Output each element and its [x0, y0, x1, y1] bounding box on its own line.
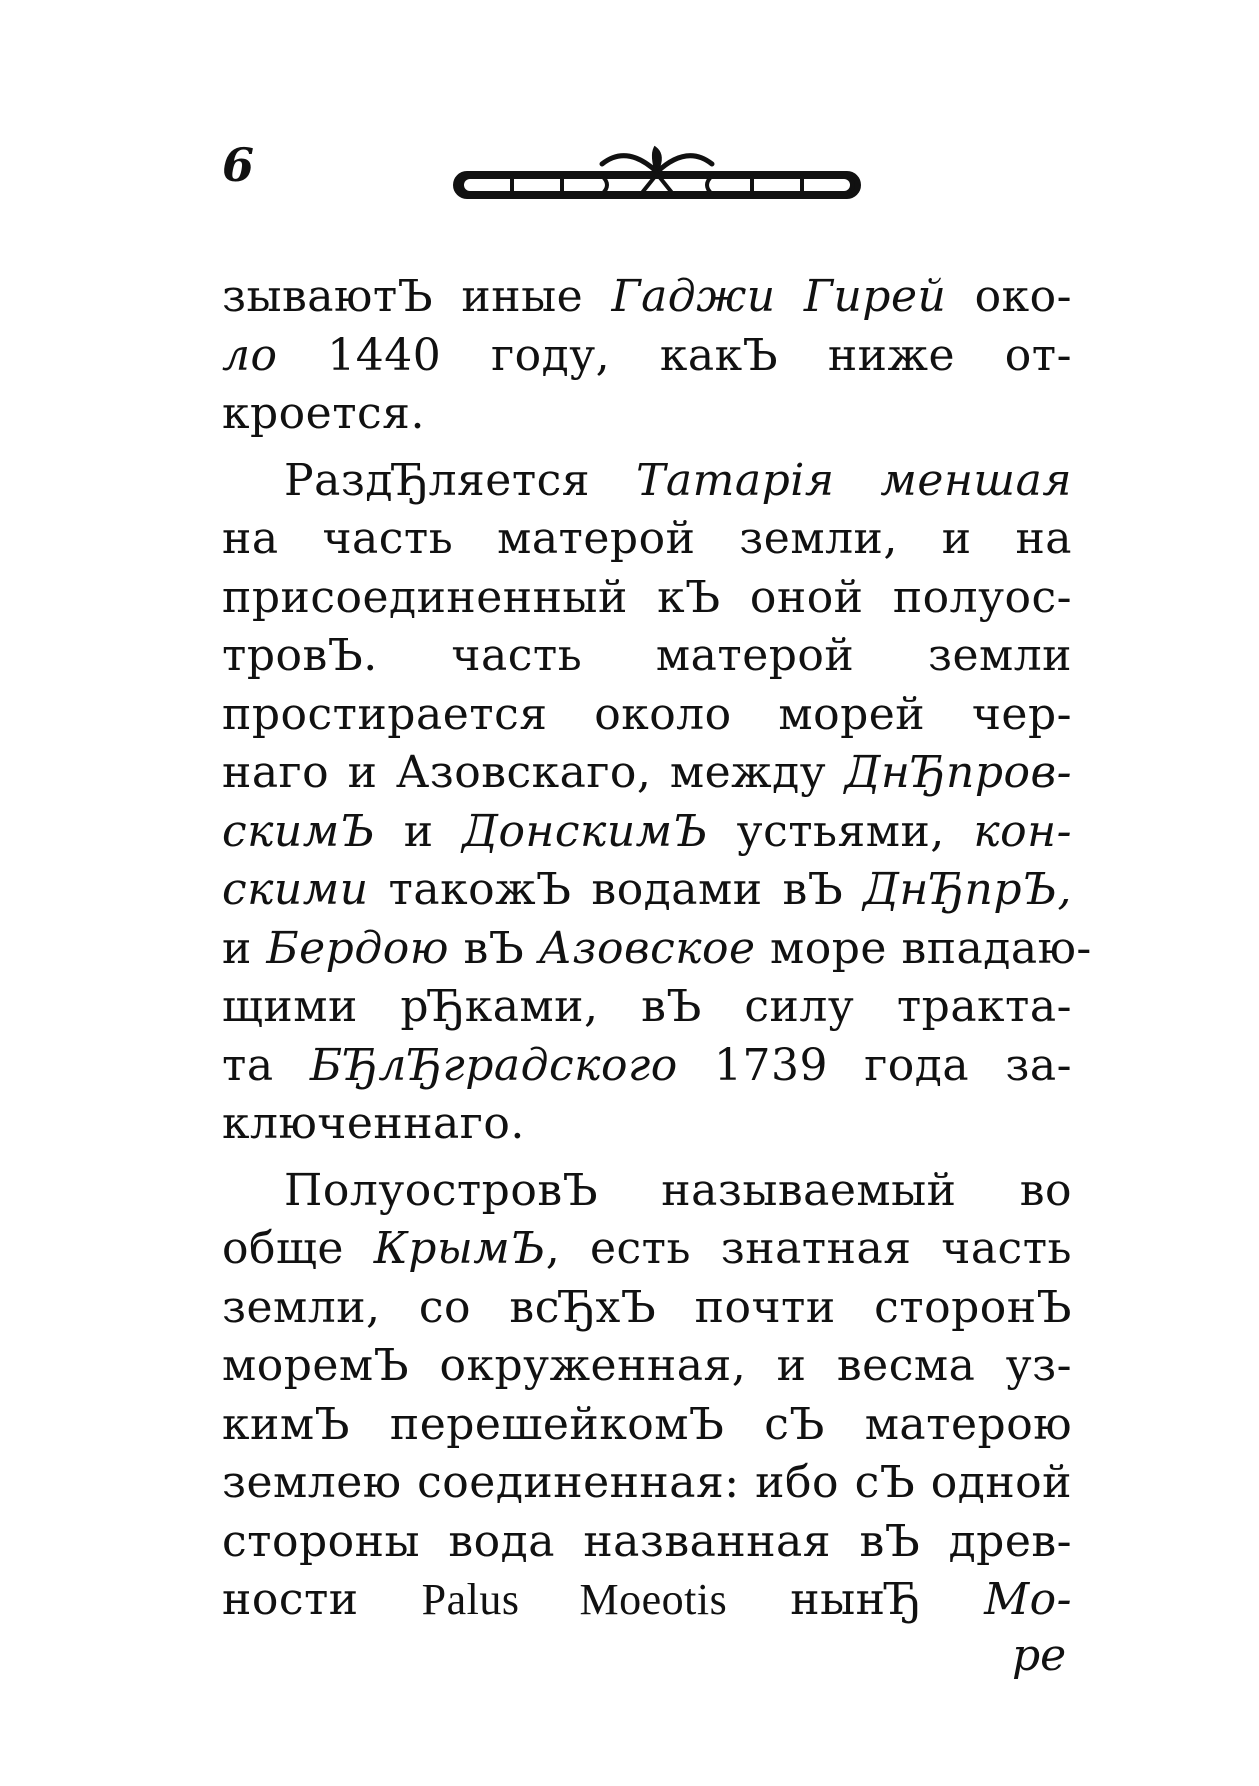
italic-segment: скимЪ	[222, 805, 376, 857]
page-number: 6	[222, 138, 255, 192]
text-line	[222, 327, 1072, 386]
text-line	[222, 803, 1072, 862]
text-line	[222, 1279, 1072, 1338]
italic-segment: ДонскимЪ	[462, 805, 709, 857]
text-segment: Palus Moeotis	[421, 1575, 728, 1624]
text-line	[222, 1513, 1072, 1572]
text-segment: тровЪ. часть матерой земли	[222, 630, 1072, 681]
italic-segment: ДнЂпров-	[844, 747, 1072, 798]
text-segment: землею соединенная: ибо сЪ одной	[222, 1457, 1072, 1508]
text-segment: ности	[222, 1574, 422, 1625]
catchword: ре	[1012, 1630, 1067, 1681]
text-segment: устьями,	[708, 805, 974, 857]
text-line	[222, 1571, 1072, 1630]
text-segment: та	[222, 1039, 310, 1091]
text-line	[222, 1396, 1072, 1455]
italic-segment: скими	[222, 864, 369, 915]
text-line	[222, 510, 1072, 569]
italic-segment: кон-	[973, 805, 1072, 857]
text-segment: и	[222, 922, 267, 974]
text-line	[222, 268, 1072, 327]
text-line	[222, 1220, 1072, 1279]
text-segment: ПолуостровЪ называемый во	[284, 1164, 1072, 1216]
italic-segment: Татарія меншая	[636, 454, 1072, 506]
italic-segment: ло	[222, 329, 278, 381]
text-line	[222, 744, 1072, 803]
text-segment: стороны вода названная вЪ древ-	[222, 1515, 1072, 1567]
italic-segment: КрымЪ	[373, 1223, 546, 1274]
text-segment: щими рЂками, вЪ силу тракта-	[222, 981, 1072, 1032]
text-line	[222, 1162, 1072, 1221]
text-line	[222, 385, 1072, 444]
text-line	[222, 1095, 1072, 1154]
italic-segment: ДнЂпрЪ,	[863, 864, 1072, 915]
text-segment: 1440 году, какЪ ниже от-	[277, 329, 1072, 381]
text-line	[222, 1454, 1072, 1513]
headband-ornament-icon	[452, 144, 862, 214]
text-segment: вЪ	[448, 922, 539, 974]
text-segment: обще	[222, 1223, 374, 1274]
italic-segment: Мо-	[984, 1574, 1072, 1625]
text-segment: море впадаю-	[755, 922, 1092, 974]
text-line	[222, 978, 1072, 1037]
body-text	[222, 268, 1092, 1630]
text-line	[222, 452, 1072, 511]
italic-segment: Гаджи Гирей	[611, 271, 947, 322]
italic-segment: БЂлЂградского	[309, 1039, 678, 1091]
text-segment: и	[375, 805, 463, 857]
text-segment: кимЪ перешейкомЪ сЪ матерою	[222, 1398, 1072, 1450]
text-segment: такожЪ водами вЪ	[368, 864, 864, 915]
text-line	[222, 1037, 1072, 1096]
text-segment: кроется.	[222, 388, 425, 439]
text-segment: ключеннаго.	[222, 1098, 525, 1149]
text-line	[222, 861, 1072, 920]
text-segment: присоединенный кЪ оной полуос-	[222, 571, 1072, 623]
text-line	[222, 920, 1092, 979]
text-segment: нынЂ	[727, 1574, 985, 1625]
italic-segment: Азовское	[538, 922, 756, 974]
text-segment: простирается около морей чер-	[222, 688, 1072, 740]
text-line	[222, 686, 1072, 745]
text-segment: моремЪ окруженная, и весма уз-	[222, 1340, 1072, 1391]
text-segment: РаздЂляется	[284, 454, 637, 506]
text-line	[222, 1337, 1072, 1396]
text-segment: зываютЪ иные	[222, 271, 612, 322]
text-segment: , есть знатная часть	[545, 1223, 1072, 1274]
text-segment: наго и Азовскаго, между	[222, 747, 845, 798]
text-line	[222, 627, 1072, 686]
text-line	[222, 569, 1072, 628]
text-segment: на часть матерой земли, и на	[222, 513, 1072, 564]
text-segment: 1739 года за-	[677, 1039, 1073, 1091]
text-segment: земли, со всЂхЪ почти сторонЪ	[222, 1281, 1072, 1333]
text-segment: око-	[946, 271, 1073, 322]
italic-segment: Бердою	[266, 922, 449, 974]
